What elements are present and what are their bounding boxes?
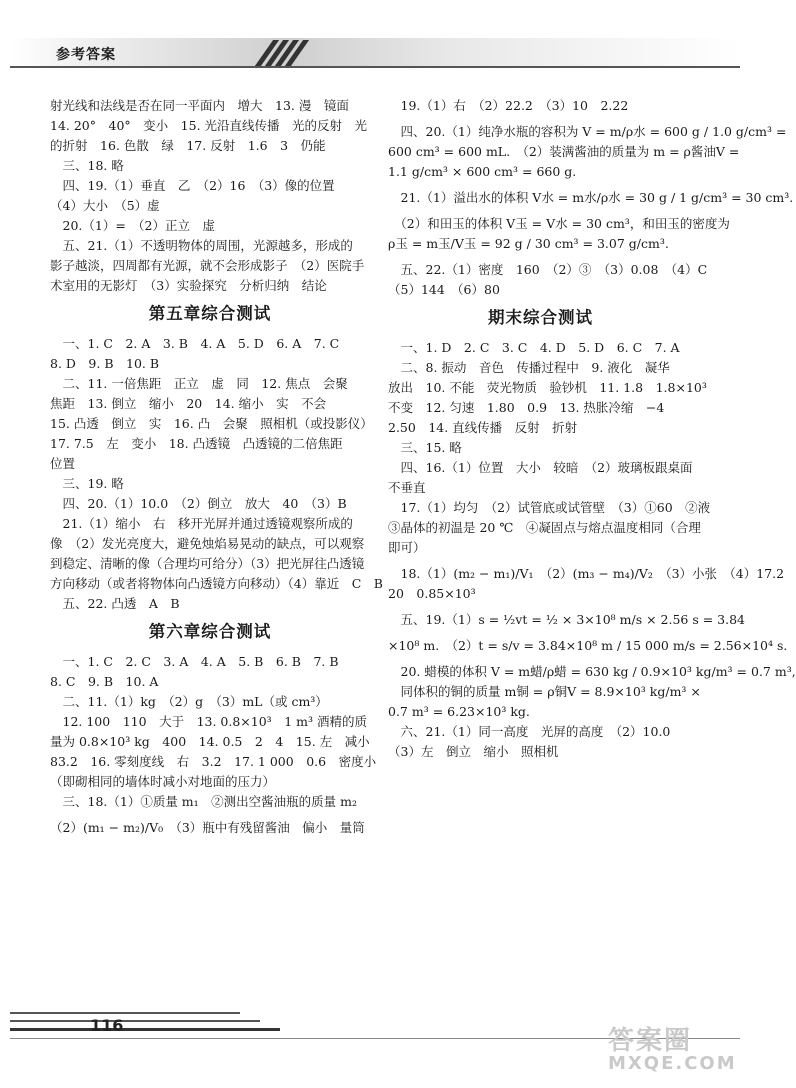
watermark-logo-text: 答案圈 bbox=[608, 1026, 693, 1056]
watermark-url-text: MXQE.COM bbox=[608, 1053, 737, 1074]
header-stripes-decoration bbox=[258, 40, 304, 66]
header-band bbox=[10, 38, 740, 68]
answer-line: （4）大小 （5）虚 bbox=[50, 198, 160, 213]
answer-line: 四、20.（1）10.0 （2）倒立 放大 40 （3）B bbox=[50, 496, 347, 511]
answer-line: 三、18. 略 bbox=[50, 158, 124, 173]
answer-line: 83.2 16. 零刻度线 右 3.2 17. 1 000 0.6 密度小 bbox=[50, 754, 377, 769]
answer-line: ×10⁸ m. （2）t = s/v = 3.84×10⁸ m / 15 000 m/s = 2.56×10⁴ s. bbox=[388, 638, 788, 653]
answer-line: 三、19. 略 bbox=[50, 476, 124, 491]
answer-line: 15. 凸透 倒立 实 16. 凸 会聚 照相机（或投影仪） bbox=[50, 416, 373, 431]
answer-line: 二、11. 一倍焦距 正立 虚 同 12. 焦点 会聚 bbox=[50, 376, 348, 391]
answer-line: 五、21.（1）不透明物体的周围，光源越多，形成的 bbox=[50, 238, 353, 253]
answer-line: 影子越淡，四周都有光源，就不会形成影子 （2）医院手 bbox=[50, 258, 365, 273]
answer-line: 五、19.（1）s = ½vt = ½ × 3×10⁸ m/s × 2.56 s = 3.84 bbox=[388, 612, 746, 627]
section-title: 第五章综合测试 bbox=[148, 304, 272, 323]
section-title: 期末综合测试 bbox=[488, 308, 593, 327]
answer-line: 17. 7.5 左 变小 18. 凸透镜 凸透镜的二倍焦距 bbox=[50, 436, 343, 451]
answer-column-right bbox=[388, 96, 796, 762]
answer-line: ③晶体的初温是 20 ℃ ④凝固点与熔点温度相同（合理 bbox=[388, 520, 701, 535]
answer-line: 方向移动（或者将物体向凸透镜方向移动）（4）靠近 C B bbox=[50, 576, 383, 591]
answer-line: 18.（1）(m₂ − m₁)/V₁ （2）(m₃ − m₄)/V₂ （3）小张 （4）17.2 bbox=[388, 566, 785, 581]
answer-line: （5）144 （6）80 bbox=[388, 282, 500, 297]
answer-line: 二、11.（1）kg （2）g （3）mL（或 cm³） bbox=[50, 694, 328, 709]
answer-line: （2）和田玉的体积 V玉 = V水 = 30 cm³，和田玉的密度为 bbox=[388, 216, 730, 231]
answer-line: 一、1. D 2. C 3. C 4. D 5. D 6. C 7. A bbox=[388, 340, 680, 355]
answer-line: 8. C 9. B 10. A bbox=[50, 674, 159, 689]
answer-line: 21.（1）溢出水的体积 V水 = m水/ρ水 = 30 g / 1 g/cm³ = 30 cm³. bbox=[388, 190, 794, 205]
answer-line: 17.（1）均匀 （2）试管底或试管壁 （3）①60 ②液 bbox=[388, 500, 711, 515]
answer-line: 四、19.（1）垂直 乙 （2）16 （3）像的位置 bbox=[50, 178, 335, 193]
answer-line: 2.50 14. 直线传播 反射 折射 bbox=[388, 420, 578, 435]
answer-line: 即可） bbox=[388, 540, 426, 555]
answer-line: 四、20.（1）纯净水瓶的容积为 V = m/ρ水 = 600 g / 1.0 g/cm³ = bbox=[388, 124, 787, 139]
answer-line: 三、15. 略 bbox=[388, 440, 462, 455]
answer-line: 不垂直 bbox=[388, 480, 426, 495]
answer-line: 的折射 16. 色散 绿 17. 反射 1.6 3 仍能 bbox=[50, 138, 326, 153]
answer-line: 位置 bbox=[50, 456, 76, 471]
answer-line: 到稳定、清晰的像（合理均可给分）（3）把光屏往凸透镜 bbox=[50, 556, 365, 571]
answer-line: 不变 12. 匀速 1.80 0.9 13. 热胀冷缩 −4 bbox=[388, 400, 665, 415]
answer-line: 一、1. C 2. A 3. B 4. A 5. D 6. A 7. C bbox=[50, 336, 340, 351]
answer-line: 术室用的无影灯 （3）实验探究 分析归纳 结论 bbox=[50, 278, 327, 293]
answer-line: 1.1 g/cm³ × 600 cm³ = 660 g. bbox=[388, 164, 577, 179]
answer-line: （3）左 倒立 缩小 照相机 bbox=[388, 744, 559, 759]
answer-line: 14. 20° 40° 变小 15. 光沿直线传播 光的反射 光 bbox=[50, 118, 368, 133]
answer-line: 放出 10. 不能 荧光物质 验钞机 11. 1.8 1.8×10³ bbox=[388, 380, 707, 395]
section-title: 第六章综合测试 bbox=[148, 622, 272, 641]
answer-column-left bbox=[50, 96, 383, 838]
answer-line: 像 （2）发光亮度大，避免烛焰易晃动的缺点，可以观察 bbox=[50, 536, 365, 551]
answer-line: 0.7 m³ = 6.23×10³ kg. bbox=[388, 704, 530, 719]
answer-line: 8. D 9. B 10. B bbox=[50, 356, 160, 371]
answer-line: 量为 0.8×10³ kg 400 14. 0.5 2 4 15. 左 减小 bbox=[50, 734, 370, 749]
answer-line: 600 cm³ = 600 mL. （2）装满酱油的质量为 m = ρ酱油V = bbox=[388, 144, 740, 159]
answer-line: 20.（1）= （2）正立 虚 bbox=[50, 218, 216, 233]
header-rule bbox=[10, 66, 740, 68]
answer-line: 射光线和法线是否在同一平面内 增大 13. 漫 镜面 bbox=[50, 98, 349, 113]
answer-line: 六、21.（1）同一高度 光屏的高度 （2）10.0 bbox=[388, 724, 671, 739]
answer-line: 同体积的铜的质量 m铜 = ρ铜V = 8.9×10³ kg/m³ × bbox=[388, 684, 701, 699]
answer-line: 20. 蜡模的体积 V = m蜡/ρ蜡 = 630 kg / 0.9×10³ kg/m³ = 0.7 m³, bbox=[388, 664, 796, 679]
answer-line: 五、22. 凸透 A B bbox=[50, 596, 180, 611]
answer-line: 12. 100 110 大于 13. 0.8×10³ 1 m³ 酒精的质 bbox=[50, 714, 367, 729]
answer-line: 焦距 13. 倒立 缩小 20 14. 缩小 实 不会 bbox=[50, 396, 327, 411]
answer-line: 20 0.85×10³ bbox=[388, 586, 476, 601]
page-header-title: 参考答案 bbox=[56, 47, 116, 63]
site-watermark bbox=[608, 1020, 737, 1076]
answer-line: 二、8. 振动 音色 传播过程中 9. 液化 凝华 bbox=[388, 360, 670, 375]
answer-line: 五、22.（1）密度 160 （2）③ （3）0.08 （4）C bbox=[388, 262, 708, 277]
answer-line: （2）(m₁ − m₂)/V₀ （3）瓶中有残留酱油 偏小 量筒 bbox=[50, 820, 365, 835]
answer-line: 四、16.（1）位置 大小 较暗 （2）玻璃板跟桌面 bbox=[388, 460, 693, 475]
answer-line: ρ玉 = m玉/V玉 = 92 g / 30 cm³ = 3.07 g/cm³. bbox=[388, 236, 669, 251]
answer-line: （即砌相同的墙体时减小对地面的压力） bbox=[50, 774, 276, 789]
answer-line: 一、1. C 2. C 3. A 4. A 5. B 6. B 7. B bbox=[50, 654, 339, 669]
answer-line: 三、18.（1）①质量 m₁ ②测出空酱油瓶的质量 m₂ bbox=[50, 794, 358, 809]
page-number: 116 bbox=[90, 1016, 124, 1035]
answer-line: 21.（1）缩小 右 移开光屏并通过透镜观察所成的 bbox=[50, 516, 353, 531]
answer-line: 19.（1）右 （2）22.2 （3）10 2.22 bbox=[388, 98, 629, 113]
